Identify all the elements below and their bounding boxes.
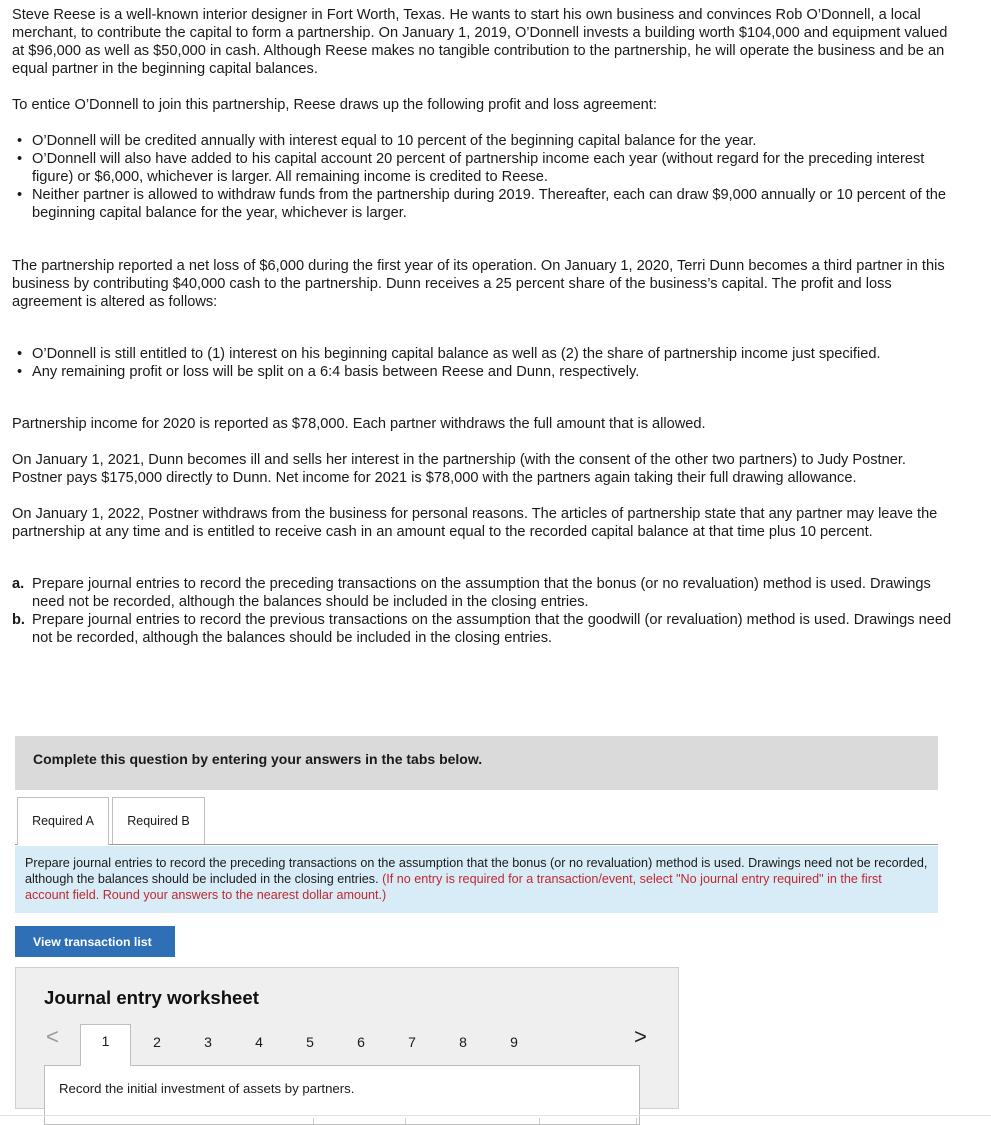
requirement-text: Prepare journal entries to record the preceding transactions on the assumption that the bonus (or no revaluation) method is used. Drawings need not be recorded, although the balances should be included in the closing entries. (32, 576, 931, 610)
step-tab-3[interactable]: 3 (204, 1034, 212, 1050)
problem-entice: To entice O’Donnell to join this partnership, Reese draws up the following profit and loss agreement: (12, 97, 657, 113)
tab-divider (15, 844, 938, 845)
step-tab-7[interactable]: 7 (408, 1034, 416, 1050)
worksheet-title: Journal entry worksheet (44, 987, 259, 1008)
income-2020-paragraph: Partnership income for 2020 is reported as $78,000. Each partner withdraws the full amount that is allowed. (12, 416, 706, 432)
step-tab-6[interactable]: 6 (357, 1034, 365, 1050)
step-tab-8[interactable]: 8 (459, 1034, 467, 1050)
requirement-letter: b. (12, 612, 25, 628)
view-transaction-list-button[interactable]: View transaction list (15, 926, 175, 957)
year-2022-paragraph: On January 1, 2022, Postner withdraws from the business for personal reasons. The articles of partnership state that any partner may leave the partnership at any time and is entitled to receive cash in an amount equal to the recorded capital balance at that time plus 10 percent. (12, 506, 938, 540)
complete-banner: Complete this question by entering your answers in the tabs below. (15, 736, 938, 790)
loss-paragraph: The partnership reported a net loss of $6,000 during the first year of its operation. On January 1, 2020, Terri Dunn becomes a third partner in this business by contributing $40,000 cash to the partnership. Dunn receives a 25 percent share of the business’s capital. The profit and loss agreement is altered as follows: (12, 258, 945, 310)
list-item: • O’Donnell will be credited annually with interest equal to 10 percent of the beginning capital balance for the year. (32, 132, 957, 150)
requirement-a (12, 575, 957, 611)
step-tab-1[interactable]: 1 (80, 1024, 131, 1066)
agreement-list-2 (12, 345, 957, 381)
requirement-text: Prepare journal entries to record the previous transactions on the assumption that the goodwill (or revaluation) method is used. Drawings need not be recorded, although the balances should be included in the closing entries. (32, 612, 952, 646)
bottom-divider (0, 1115, 991, 1116)
entry-panel (44, 1065, 640, 1125)
list-item: • O’Donnell will also have added to his capital account 20 percent of partnership income each year (without regard for the preceding interest figure) or $6,000, whichever is larger. All remaining income is credited to Reese. (32, 150, 957, 186)
column-tick (636, 1118, 637, 1124)
list-item: • O’Donnell is still entitled to (1) interest on his beginning capital balance as well as (2) the share of partnership income just specified. (32, 345, 957, 363)
column-tick (313, 1118, 314, 1124)
requirements-list (12, 575, 957, 647)
tab-required-a[interactable]: Required A (17, 797, 109, 845)
instruction-note: (If no entry is required for a transaction/event, select "No journal entry required" in the first account field. Round your answers to the nearest dollar amount.) (25, 872, 882, 902)
problem-intro: Steve Reese is a well-known interior designer in Fort Worth, Texas. He wants to start his own business and convinces Rob O’Donnell, a local merchant, to contribute the capital to form a partnership. On January 1, 2019, O’Donnell invests a building worth $104,000 and equipment valued at $96,000 as well as $50,000 in cash. Although Reese makes no tangible contribution to the partnership, he will operate the business and be an equal partner in the beginning capital balances. (12, 7, 948, 77)
entry-description: Record the initial investment of assets by partners. (59, 1081, 355, 1096)
year-2021-paragraph: On January 1, 2021, Dunn becomes ill and sells her interest in the partnership (with the consent of the other two partners) to Judy Postner. Postner pays $175,000 directly to Dunn. Net income for 2021 is $78,000 with the partners again taking their full drawing allowance. (12, 452, 906, 486)
step-tab-9[interactable]: 9 (510, 1034, 518, 1050)
agreement-list-1 (12, 132, 957, 222)
instruction-text: Prepare journal entries to record the preceding transactions on the assumption that the bonus (or no revaluation) method is used. Drawings need not be recorded, although the balances should be included in the closing entries. (25, 856, 928, 886)
step-tab-4[interactable]: 4 (255, 1034, 263, 1050)
list-item: • Neither partner is allowed to withdraw funds from the partnership during 2019. Thereafter, each can draw $9,000 annually or 10 percent of the beginning capital balance for the year, whichever is larger. (32, 186, 957, 222)
instruction-box (15, 846, 938, 913)
step-tab-5[interactable]: 5 (306, 1034, 314, 1050)
tab-required-b[interactable]: Required B (112, 797, 205, 844)
problem-statement (12, 6, 957, 647)
journal-entry-worksheet (15, 967, 679, 1109)
list-item: • Any remaining profit or loss will be split on a 6:4 basis between Reese and Dunn, respectively. (32, 363, 957, 381)
step-tab-2[interactable]: 2 (153, 1034, 161, 1050)
chevron-right-icon[interactable]: > (634, 1024, 647, 1049)
column-tick (539, 1118, 540, 1124)
requirement-b (12, 611, 957, 647)
column-tick (405, 1118, 406, 1124)
chevron-left-icon[interactable]: < (46, 1024, 59, 1049)
requirement-letter: a. (12, 576, 25, 592)
